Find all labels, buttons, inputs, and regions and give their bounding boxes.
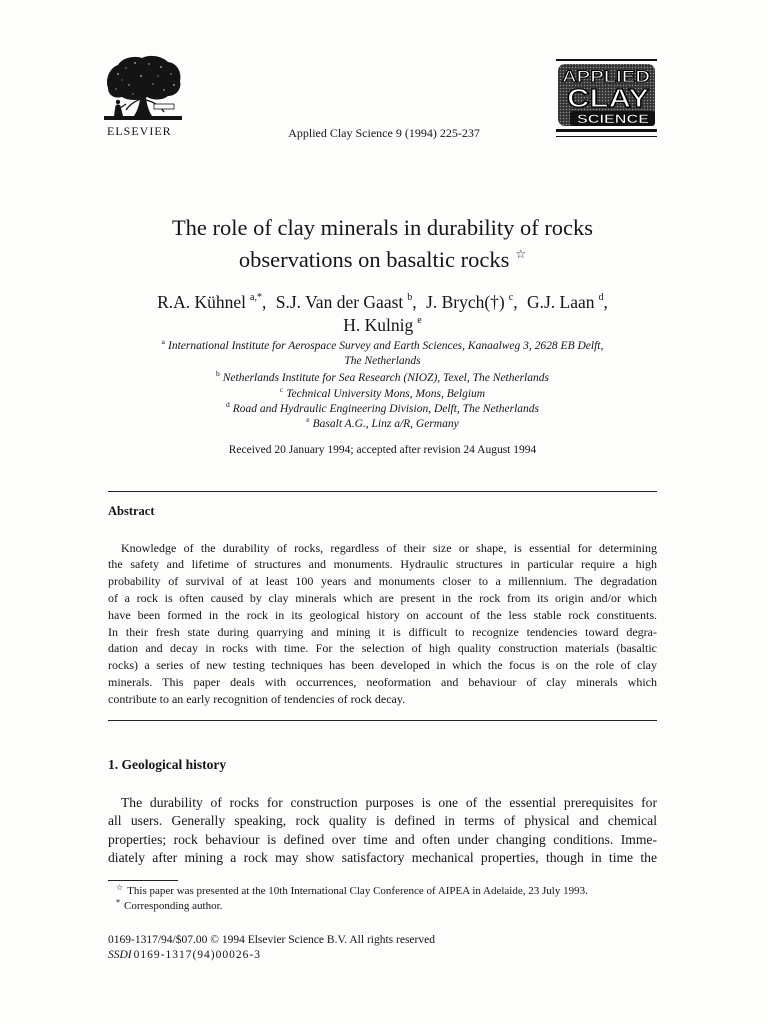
affiliation-a [108, 339, 657, 353]
footnote-text: Corresponding author. [124, 899, 223, 912]
journal-logo-word-3: SCIENCE [577, 112, 649, 126]
body-line: all users. Generally speaking, rock quality is defined in terms of physical and chemical [108, 813, 657, 829]
journal-logo [556, 63, 657, 127]
abstract-line: dation and decay in rocks with time. For the selection of high quality construction materials (basaltic [108, 641, 657, 656]
author-separator: , [412, 292, 417, 312]
journal-citation: Applied Clay Science 9 (1994) 225-237 [288, 126, 480, 140]
abstract-body [108, 540, 657, 708]
affiliation-mark: d [225, 400, 230, 409]
abstract-line: of a rock is often caused by clay minerals which are present in the rock from its origin and/or which [108, 590, 657, 605]
journal-logo-word-2: CLAY [567, 83, 649, 113]
author-name: H. Kulnig [343, 315, 414, 335]
affiliation-marker: e [417, 315, 422, 326]
body-line: The durability of rocks for construction purposes is one of the essential prerequisites for [121, 794, 657, 810]
affiliation-marker: c [508, 292, 514, 303]
author-name: G.J. Laan [526, 292, 595, 312]
author [343, 315, 421, 335]
abstract-line: probability of survival of at least 100 years and monuments closer to a millennium. The degradation [108, 574, 657, 589]
affiliation-c [108, 387, 657, 401]
title-line-2-text: observations on basaltic rocks [238, 247, 510, 272]
affiliation-text: International Institute for Aerospace Survey and Earth Sciences, Kanaalweg 3, 2628 EB Delft, [168, 340, 604, 352]
section-heading: 1. Geological history [108, 757, 227, 772]
ssdi-label: SSDI [108, 948, 132, 961]
author-name: R.A. Kühnel [157, 292, 247, 312]
footnote [116, 899, 588, 914]
affiliation-text: Basalt A.G., Linz a/R, Germany [312, 418, 459, 430]
affiliation-mark: c [279, 385, 284, 394]
logo-top-rule [556, 59, 657, 61]
footnote-mark: ☆ [116, 882, 124, 892]
title-note-marker: ☆ [515, 247, 527, 261]
body-line: diately after mining a rock may show satisfactory mechanical properties, though in time the [108, 850, 657, 866]
footnotes [116, 884, 588, 914]
author-line-2 [108, 315, 657, 335]
affiliation-e [108, 417, 657, 431]
ssdi-line [108, 948, 435, 963]
publisher-name: ELSEVIER [107, 124, 172, 138]
author-line-1 [108, 292, 657, 312]
author-separator: , [262, 292, 267, 312]
affiliation-marker: a,* [250, 292, 262, 303]
author-name: S.J. Van der Gaast [275, 292, 404, 312]
footnote-rule [108, 880, 178, 881]
copyright-block [108, 933, 435, 963]
elsevier-tree-logo [104, 54, 182, 124]
footnote-text: This paper was presented at the 10th International Clay Conference of AIPEA in Adelaide, 23 July 1993. [127, 884, 588, 897]
abstract-bottom-rule [108, 720, 657, 721]
abstract-line: contribute to an early recognition of tendencies of rock decay. [108, 691, 406, 706]
title-line-2 [108, 247, 657, 273]
affiliation-marker: b [407, 292, 413, 303]
author [276, 292, 417, 312]
logo-bottom-rule [556, 129, 657, 132]
author [527, 292, 608, 312]
copyright-line: 0169-1317/94/$07.00 © 1994 Elsevier Science B.V. All rights reserved [108, 933, 435, 946]
abstract-line: the safety and lifetime of structures and monuments. Hydraulic structures in particular require a high [108, 557, 657, 572]
abstract-heading: Abstract [108, 504, 155, 518]
affiliation-mark: a [161, 337, 165, 346]
ssdi-value: 0169-1317(94)00026-3 [133, 948, 261, 961]
abstract-top-rule [108, 491, 657, 492]
abstract-line: rocks) a series of new testing techniques has been developed in which the focus is on the role of clay [108, 658, 657, 673]
affiliation-marker: d [598, 292, 604, 303]
affiliation-text: Road and Hydraulic Engineering Division, Delft, The Netherlands [232, 403, 540, 415]
footnote [116, 884, 588, 899]
received-dates: Received 20 January 1994; accepted after revision 24 August 1994 [228, 444, 537, 456]
title-line-1: The role of clay minerals in durability of rocks [171, 215, 594, 240]
body-line: properties; rock behaviour is defined over time and often under changing conditions. Imme- [108, 831, 657, 847]
logo-bottom-thin-rule [556, 136, 657, 137]
abstract-line: In their fresh state during quarrying and mining it is difficult to recognize tendencies toward degra- [108, 624, 657, 639]
author-separator: , [603, 292, 608, 312]
affiliation-b [108, 371, 657, 385]
author [426, 292, 518, 312]
affiliation-mark: b [216, 369, 220, 378]
journal-logo-word-1: APPLIED [562, 67, 650, 86]
affiliation-a-continued [108, 354, 657, 368]
affiliation-text: Technical University Mons, Mons, Belgium [286, 388, 486, 400]
author [157, 292, 266, 312]
footnote-mark: * [116, 897, 120, 907]
abstract-line: Knowledge of the durability of rocks, regardless of their size or shape, is essential for determining [121, 540, 657, 555]
section-body [108, 794, 657, 868]
affiliation-text: The Netherlands [344, 355, 421, 367]
author-name: J. Brych(†) [426, 292, 505, 312]
affiliation-mark: e [306, 415, 310, 424]
affiliation-d [108, 402, 657, 416]
abstract-line: have been formed in the rock in its geological history on account of the less stable rock constituents. [108, 607, 657, 622]
affiliation-text: Netherlands Institute for Sea Research (NIOZ), Texel, The Netherlands [222, 372, 549, 384]
author-separator: , [513, 292, 518, 312]
abstract-line: minerals. This paper deals with occurrences, neoformation and behaviour of clay minerals which [108, 674, 657, 689]
